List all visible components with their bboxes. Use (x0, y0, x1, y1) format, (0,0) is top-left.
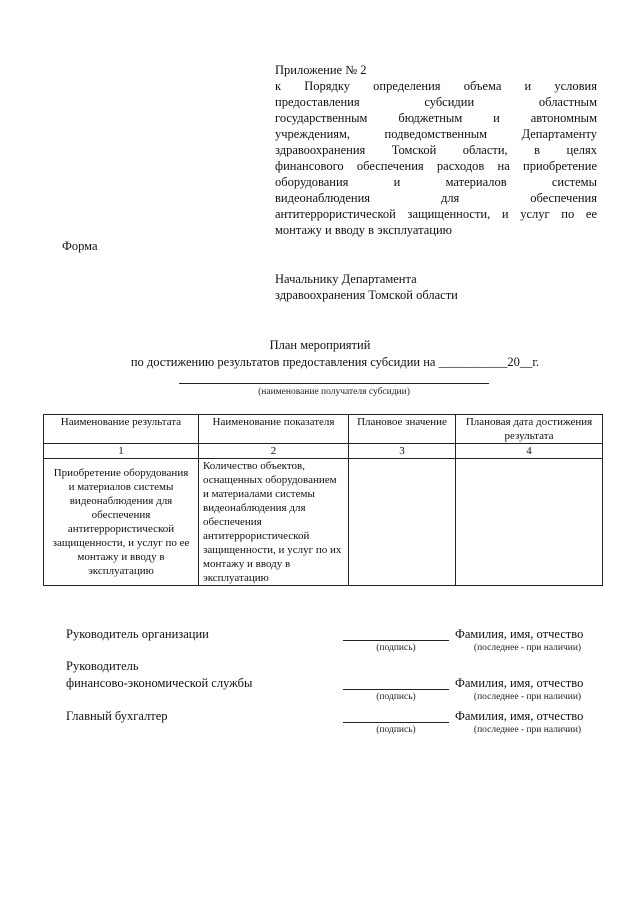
appendix-line: учреждениям, подведомственным Департаменту (275, 127, 597, 141)
signatory-finance-line-2: финансово-экономической службы (66, 676, 253, 690)
name-label: Фамилия, имя, отчество (455, 676, 584, 690)
column-number: 4 (456, 444, 603, 459)
table-row (44, 459, 603, 586)
column-number: 3 (349, 444, 456, 459)
signature-line (343, 689, 449, 690)
header-planned-value: Плановое значение (349, 415, 456, 444)
table-header-row (44, 415, 603, 444)
column-number: 2 (199, 444, 349, 459)
addressee-line-2: здравоохранения Томской области (275, 288, 458, 302)
cell-result: Приобретение оборудования и материалов системы видеонаблюдения для обеспечения антитеррористической защищенности, и услуг по ее монтажу и вводу в эксплуатацию (44, 459, 199, 586)
signatory-finance-line-1: Руководитель (66, 659, 139, 673)
header-result: Наименование результата (44, 415, 199, 444)
name-caption: (последнее - при наличии) (473, 643, 582, 653)
addressee-line-1: Начальнику Департамента (275, 272, 417, 286)
signature-caption: (подпись) (376, 643, 416, 653)
recipient-caption: (наименование получателя субсидии) (258, 387, 410, 397)
name-label: Фамилия, имя, отчество (455, 709, 584, 723)
appendix-line: государственным бюджетным и автономным (275, 111, 597, 125)
signature-caption: (подпись) (376, 725, 416, 735)
appendix-line: здравоохранения Томской области, в целях (275, 143, 597, 157)
recipient-line (179, 383, 489, 384)
header-planned-date: Плановая дата достижения результата (456, 415, 603, 444)
appendix-title: Приложение № 2 (275, 63, 367, 77)
name-caption: (последнее - при наличии) (473, 692, 582, 702)
signature-line (343, 640, 449, 641)
form-label: Форма (62, 239, 98, 253)
cell-planned-value (349, 459, 456, 586)
appendix-line: к Порядку определения объема и условия (275, 79, 597, 93)
signatory-accountant: Главный бухгалтер (66, 709, 168, 723)
column-number: 1 (44, 444, 199, 459)
name-label: Фамилия, имя, отчество (455, 627, 584, 641)
signatory-head: Руководитель организации (66, 627, 209, 641)
header-indicator: Наименование показателя (199, 415, 349, 444)
appendix-line: видеонаблюдения для обеспечения (275, 191, 597, 205)
table-number-row (44, 444, 603, 459)
plan-table (43, 414, 603, 586)
signature-line (343, 722, 449, 723)
appendix-line: финансового обеспечения расходов на приобретение (275, 159, 597, 173)
plan-title: План мероприятий (269, 338, 371, 352)
cell-planned-date (456, 459, 603, 586)
appendix-line: предоставления субсидии областным (275, 95, 597, 109)
appendix-text (275, 78, 597, 238)
cell-indicator: Количество объектов, оснащенных оборудованием и материалами системы видеонаблюдения для обеспечения антитеррористической защищенности, и услуг по их монтажу и вводу в эксплуатацию (199, 459, 349, 586)
signature-caption: (подпись) (376, 692, 416, 702)
appendix-line: монтажу и вводу в эксплуатацию (275, 223, 453, 237)
appendix-line: оборудования и материалов системы (275, 175, 597, 189)
plan-subtitle: по достижению результатов предоставления субсидии на ___________20__г. (130, 355, 540, 369)
appendix-line: антитеррористической защищенности, и услуг по ее (275, 207, 597, 221)
name-caption: (последнее - при наличии) (473, 725, 582, 735)
